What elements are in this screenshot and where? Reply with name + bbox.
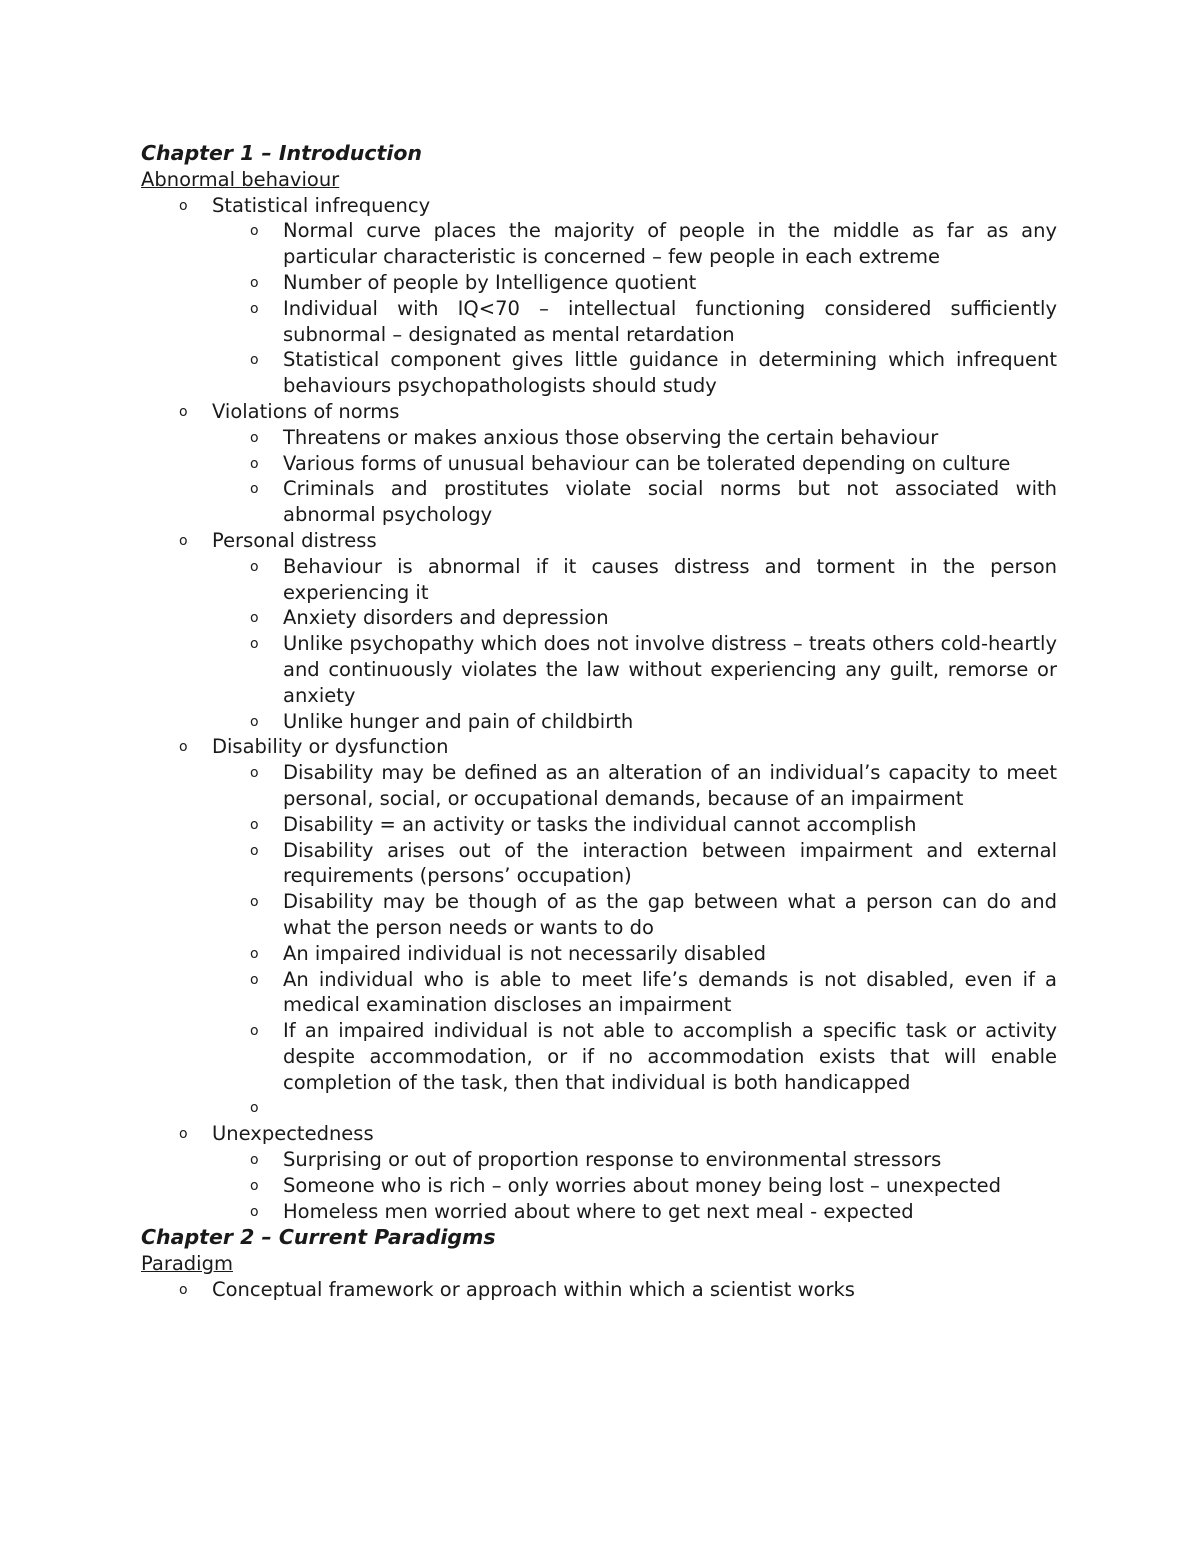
detail-text: An individual who is able to meet life’s demands is not disabled, even if a medical examination discloses an impairment bbox=[283, 967, 1057, 1017]
bullet-icon: o bbox=[250, 610, 259, 627]
topic-item bbox=[141, 528, 1057, 734]
detail-text: Statistical component gives little guidance in determining which infrequent behaviours psychopathologists should study bbox=[283, 348, 1057, 398]
detail-item bbox=[212, 218, 1057, 270]
topic-item bbox=[141, 1277, 1057, 1303]
bullet-icon: o bbox=[250, 894, 259, 911]
topic-list bbox=[141, 193, 1057, 1225]
bullet-icon: o bbox=[250, 1100, 259, 1117]
detail-item bbox=[212, 1199, 1057, 1225]
topic-label: Personal distress bbox=[212, 528, 377, 552]
bullet-icon: o bbox=[250, 765, 259, 782]
bullet-icon: o bbox=[179, 739, 188, 756]
topic-label: Unexpectedness bbox=[212, 1122, 374, 1146]
topic-label: Violations of norms bbox=[212, 399, 400, 423]
detail-item bbox=[212, 760, 1057, 812]
detail-item bbox=[212, 967, 1057, 1019]
bullet-icon: o bbox=[179, 532, 188, 549]
bullet-icon: o bbox=[179, 1282, 188, 1299]
bullet-icon: o bbox=[179, 1126, 188, 1143]
detail-item bbox=[212, 554, 1057, 606]
bullet-icon: o bbox=[250, 636, 259, 653]
detail-item bbox=[212, 476, 1057, 528]
bullet-icon: o bbox=[250, 945, 259, 962]
bullet-icon: o bbox=[250, 558, 259, 575]
detail-item bbox=[212, 425, 1057, 451]
section-heading: Abnormal behaviour bbox=[141, 167, 340, 191]
bullet-icon: o bbox=[250, 429, 259, 446]
detail-item bbox=[212, 812, 1057, 838]
detail-text: Normal curve places the majority of people in the middle as far as any particular characteristic is concerned – few people in each extreme bbox=[283, 219, 1057, 269]
detail-item bbox=[212, 1095, 1057, 1121]
section-heading: Paradigm bbox=[141, 1252, 233, 1276]
detail-list bbox=[212, 425, 1057, 528]
detail-list bbox=[212, 1147, 1057, 1224]
detail-item bbox=[212, 296, 1057, 348]
detail-item bbox=[212, 1147, 1057, 1173]
detail-text: Disability = an activity or tasks the individual cannot accomplish bbox=[283, 812, 917, 836]
detail-item bbox=[212, 1173, 1057, 1199]
detail-text: Unlike psychopathy which does not involve distress – treats others cold-heartly and continuously violates the law without experiencing any guilt, remorse or anxiety bbox=[283, 632, 1057, 707]
detail-text: Disability may be though of as the gap between what a person can do and what the person needs or wants to do bbox=[283, 890, 1057, 939]
detail-item bbox=[212, 941, 1057, 967]
detail-text: Number of people by Intelligence quotient bbox=[283, 270, 697, 294]
detail-list bbox=[212, 218, 1057, 399]
detail-text: Threatens or makes anxious those observing the certain behaviour bbox=[283, 425, 939, 449]
detail-item bbox=[212, 270, 1057, 296]
bullet-icon: o bbox=[250, 1023, 259, 1040]
chapter-heading: Chapter 1 – Introduction bbox=[141, 141, 423, 165]
detail-text: Behaviour is abnormal if it causes distress and torment in the person experiencing it bbox=[283, 554, 1057, 604]
detail-text: Anxiety disorders and depression bbox=[283, 606, 609, 630]
topic-item bbox=[141, 1121, 1057, 1224]
bullet-icon: o bbox=[250, 481, 259, 498]
chapter-heading: Chapter 2 – Current Paradigms bbox=[141, 1225, 496, 1250]
detail-text: Someone who is rich – only worries about money being lost – unexpected bbox=[283, 1173, 1001, 1197]
bullet-icon: o bbox=[250, 455, 259, 472]
bullet-icon: o bbox=[250, 1177, 259, 1194]
detail-text: Criminals and prostitutes violate social norms but not associated with abnormal psychology bbox=[283, 477, 1057, 527]
detail-item bbox=[212, 347, 1057, 399]
detail-item bbox=[212, 605, 1057, 631]
detail-text: If an impaired individual is not able to accomplish a specific task or activity despite accommodation, or if no accommodation exists that will enable completion of the task, then that individual is both handicapped bbox=[283, 1019, 1057, 1094]
detail-text: Various forms of unusual behaviour can be tolerated depending on culture bbox=[283, 451, 1011, 475]
detail-list bbox=[212, 760, 1057, 1121]
topic-label: Disability or dysfunction bbox=[212, 735, 449, 759]
detail-item bbox=[212, 838, 1057, 890]
detail-text: An impaired individual is not necessarily disabled bbox=[283, 941, 766, 965]
detail-text: Homeless men worried about where to get next meal - expected bbox=[283, 1199, 914, 1223]
bullet-icon: o bbox=[250, 1203, 259, 1220]
topic-label: Conceptual framework or approach within which a scientist works bbox=[212, 1278, 855, 1302]
detail-text: Disability may be defined as an alteration of an individual’s capacity to meet personal, social, or occupational demands, because of an impairment bbox=[283, 761, 1057, 810]
detail-item bbox=[212, 889, 1057, 941]
bullet-icon: o bbox=[250, 274, 259, 291]
topic-item bbox=[141, 734, 1057, 1121]
detail-item bbox=[212, 1018, 1057, 1095]
topic-label: Statistical infrequency bbox=[212, 193, 431, 217]
bullet-icon: o bbox=[250, 713, 259, 730]
detail-text: Surprising or out of proportion response to environmental stressors bbox=[283, 1148, 942, 1172]
detail-item bbox=[212, 631, 1057, 708]
bullet-icon: o bbox=[250, 1152, 259, 1169]
bullet-icon: o bbox=[250, 816, 259, 833]
topic-list bbox=[141, 1277, 1057, 1303]
bullet-icon: o bbox=[179, 197, 188, 214]
topic-item bbox=[141, 193, 1057, 399]
bullet-icon: o bbox=[250, 300, 259, 317]
detail-text: Unlike hunger and pain of childbirth bbox=[283, 709, 634, 733]
bullet-icon: o bbox=[250, 971, 259, 988]
detail-text: Individual with IQ<70 – intellectual functioning considered sufficiently subnormal – designated as mental retardation bbox=[283, 296, 1057, 346]
bullet-icon: o bbox=[250, 223, 259, 240]
detail-item bbox=[212, 451, 1057, 477]
detail-list bbox=[212, 554, 1057, 735]
bullet-icon: o bbox=[250, 352, 259, 369]
topic-item bbox=[141, 399, 1057, 528]
bullet-icon: o bbox=[179, 403, 188, 420]
detail-text: Disability arises out of the interaction between impairment and external requirements (persons’ occupation) bbox=[283, 838, 1057, 888]
detail-item bbox=[212, 709, 1057, 735]
bullet-icon: o bbox=[250, 842, 259, 859]
